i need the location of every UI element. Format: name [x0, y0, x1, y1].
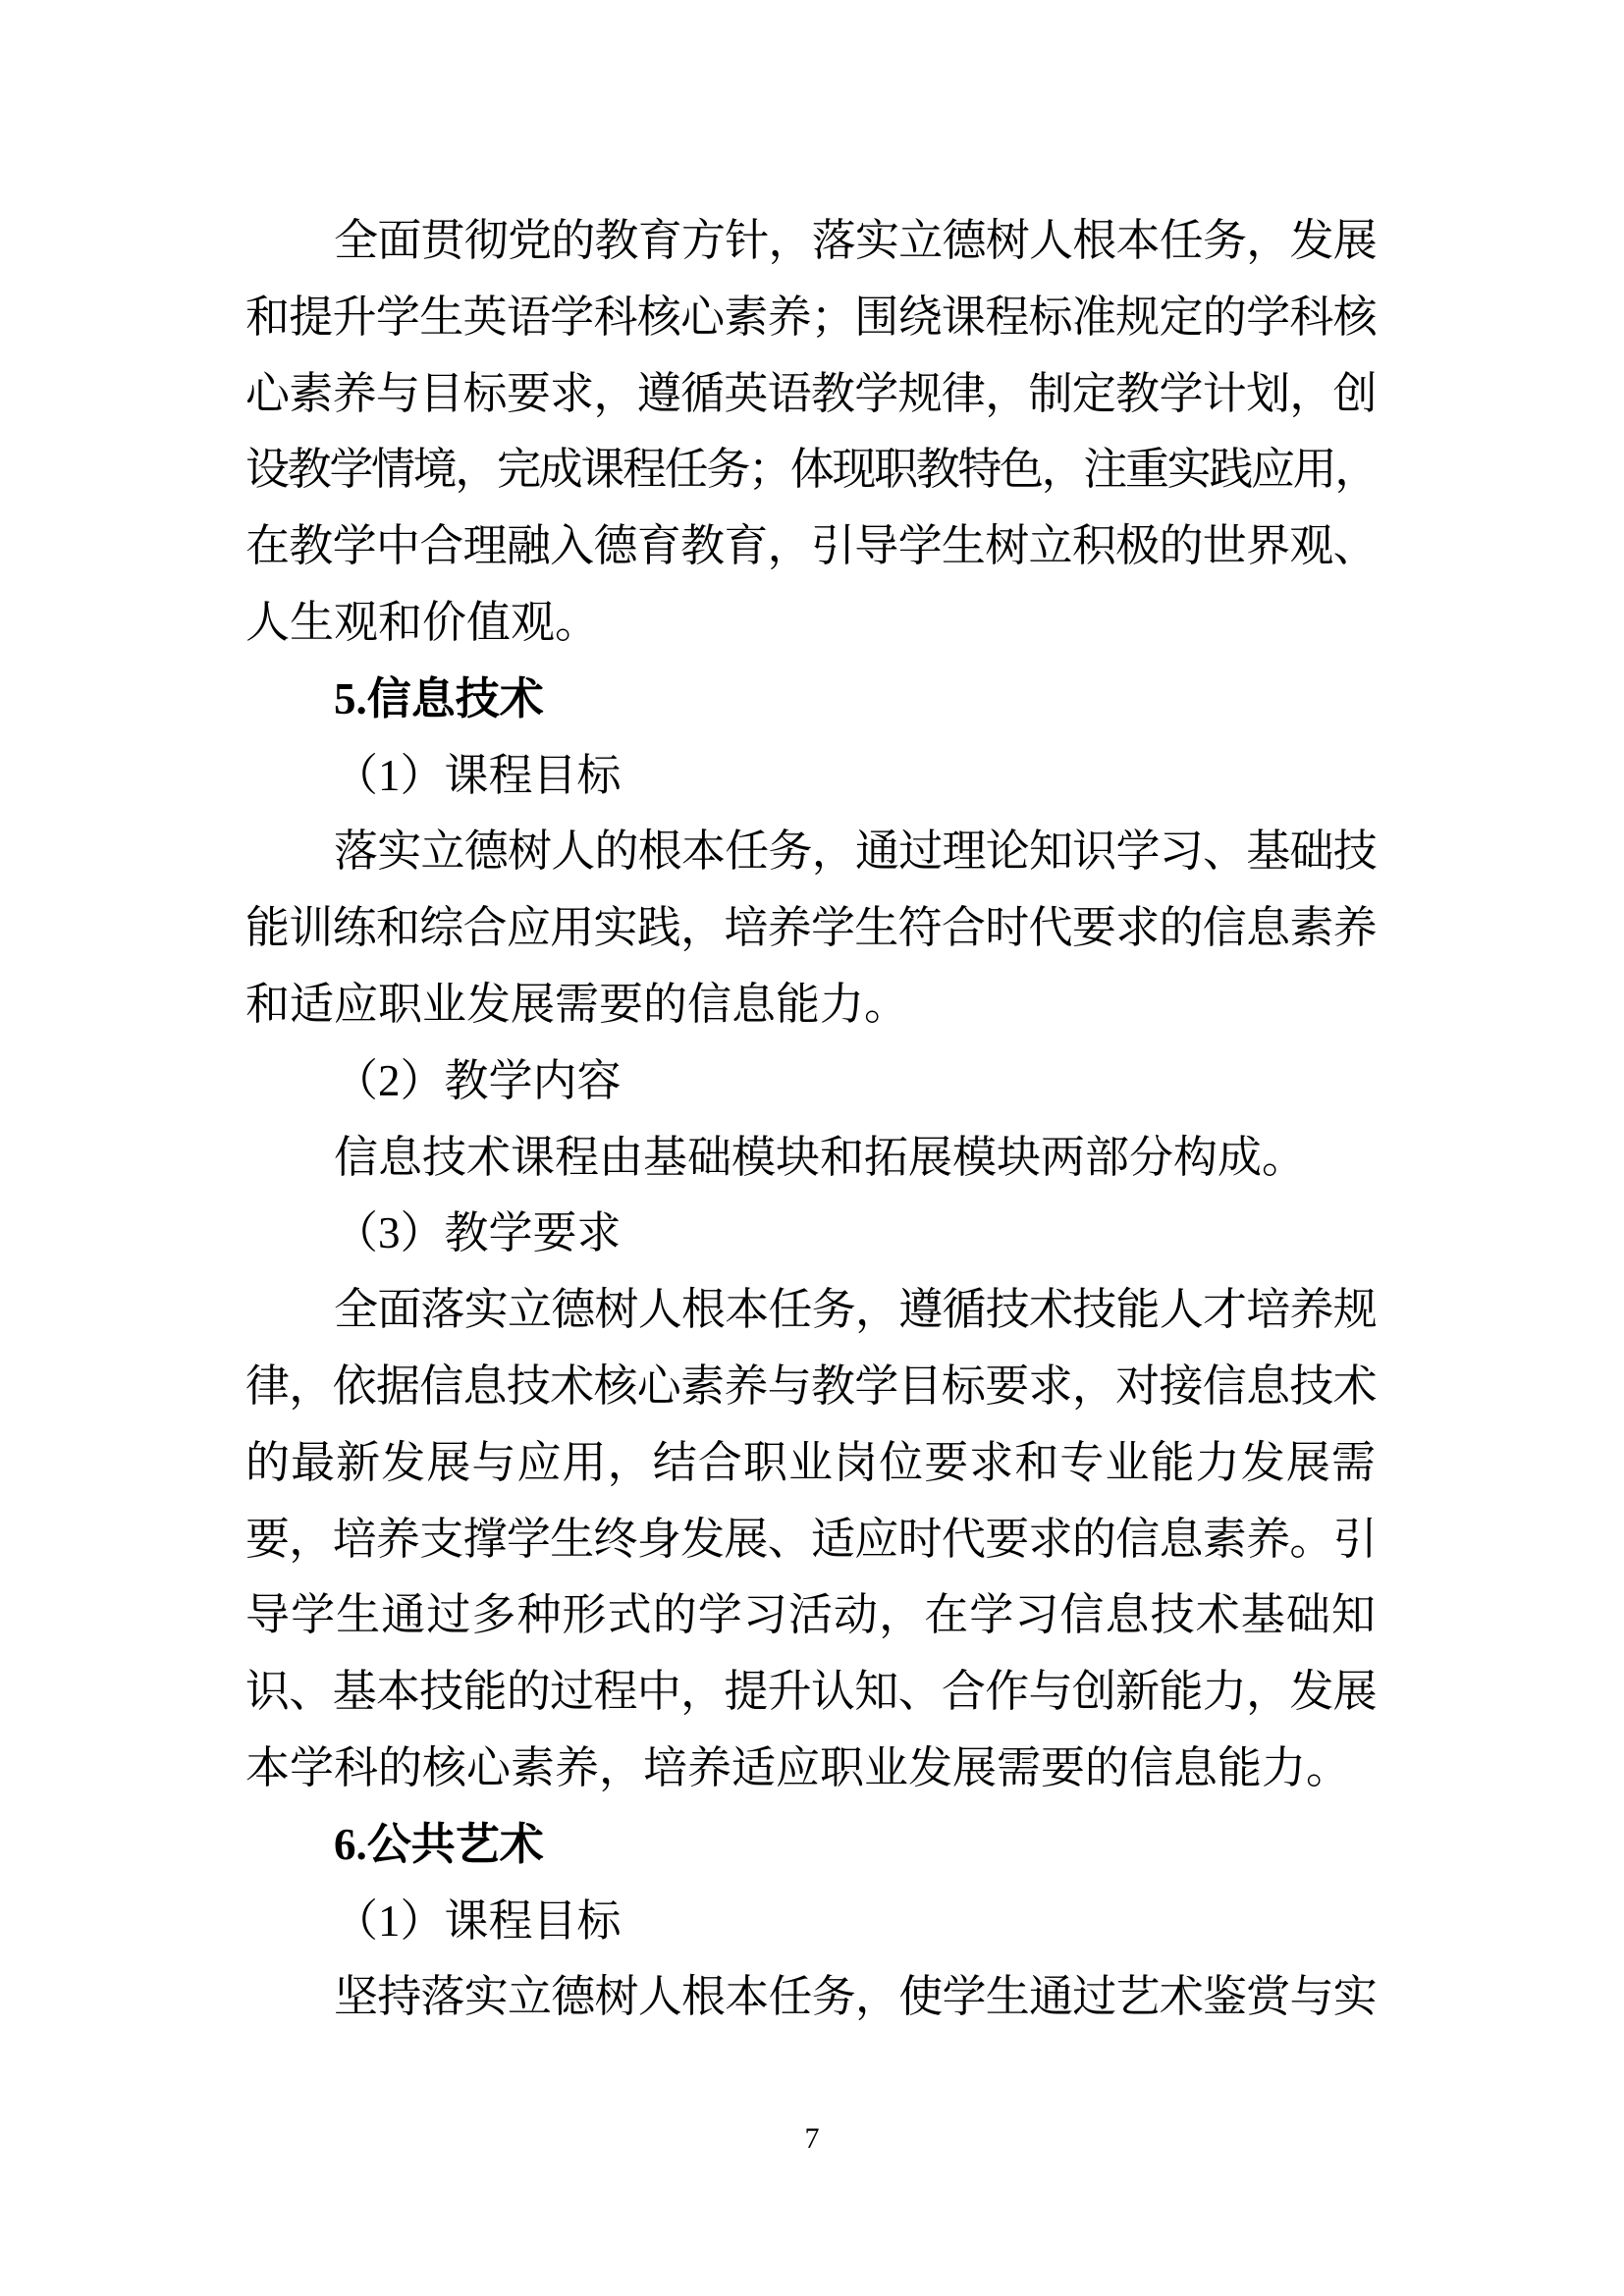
- document-body: [245, 203, 1377, 2036]
- body-text: 导学生通过多种形式的学习活动，在学习信息技术基础知: [245, 1590, 1377, 1640]
- body-text-line: [245, 814, 1377, 890]
- body-text: 要，培养支撑学生终身发展、适应时代要求的信息素养。引: [245, 1514, 1377, 1564]
- body-text: 坚持落实立德树人根本任务，使学生通过艺术鉴赏与实: [334, 1972, 1377, 2022]
- subheading-text: （1）课程目标: [334, 1896, 622, 1946]
- body-text-line: [245, 585, 1377, 662]
- body-text-line: [245, 1731, 1377, 1807]
- body-text: 设教学情境，完成课程任务；体现职教特色，注重实践应用，: [245, 445, 1377, 495]
- body-text-line: [245, 967, 1377, 1043]
- body-text-line: [245, 1349, 1377, 1425]
- body-text: 落实立德树人的根本任务，通过理论知识学习、基础技: [334, 827, 1377, 877]
- subheading-teaching-requirements: [245, 1196, 1377, 1272]
- body-text: 心素养与目标要求，遵循英语教学规律，制定教学计划，创: [245, 368, 1377, 418]
- body-text: 和适应职业发展需要的信息能力。: [245, 979, 909, 1029]
- heading-6-public-art: [245, 1807, 1377, 1884]
- body-text: 信息技术课程由基础模块和拓展模块两部分构成。: [334, 1132, 1307, 1182]
- body-text-line: [245, 1959, 1377, 2036]
- heading-text: 6.公共艺术: [334, 1819, 544, 1869]
- body-text: 人生观和价值观。: [245, 597, 600, 647]
- subheading-course-objectives: [245, 1884, 1377, 1960]
- body-text-line: [245, 280, 1377, 356]
- body-text: 在教学中合理融入德育教育，引导学生树立积极的世界观、: [245, 521, 1377, 571]
- subheading-course-objectives: [245, 738, 1377, 815]
- body-text-line: [245, 1502, 1377, 1578]
- body-text-line: [245, 356, 1377, 433]
- body-text-line: [245, 890, 1377, 967]
- subheading-teaching-content: [245, 1043, 1377, 1120]
- body-text-line: [245, 1425, 1377, 1502]
- body-text: 全面落实立德树人根本任务，遵循技术技能人才培养规: [334, 1285, 1377, 1335]
- body-text-line: [245, 203, 1377, 280]
- subheading-text: （1）课程目标: [334, 750, 622, 800]
- body-text: 的最新发展与应用，结合职业岗位要求和专业能力发展需: [245, 1437, 1377, 1487]
- body-text-line: [245, 1272, 1377, 1349]
- page-number: 7: [804, 2122, 820, 2155]
- body-text-line: [245, 508, 1377, 585]
- body-text-line: [245, 432, 1377, 508]
- body-text: 识、基本技能的过程中，提升认知、合作与创新能力，发展: [245, 1667, 1377, 1717]
- heading-text: 5.信息技术: [334, 673, 544, 723]
- body-text: 能训练和综合应用实践，培养学生符合时代要求的信息素养: [245, 903, 1377, 953]
- subheading-text: （3）教学要求: [334, 1208, 622, 1258]
- body-text-line: [245, 1577, 1377, 1654]
- body-text-line: [245, 1654, 1377, 1731]
- subheading-text: （2）教学内容: [334, 1055, 622, 1105]
- body-text: 全面贯彻党的教育方针，落实立德树人根本任务，发展: [334, 216, 1377, 265]
- body-text-line: [245, 1120, 1377, 1197]
- body-text: 律，依据信息技术核心素养与教学目标要求，对接信息技术: [245, 1361, 1377, 1411]
- heading-5-information-technology: [245, 662, 1377, 738]
- body-text: 和提升学生英语学科核心素养；围绕课程标准规定的学科核: [245, 292, 1377, 342]
- body-text: 本学科的核心素养，培养适应职业发展需要的信息能力。: [245, 1742, 1351, 1792]
